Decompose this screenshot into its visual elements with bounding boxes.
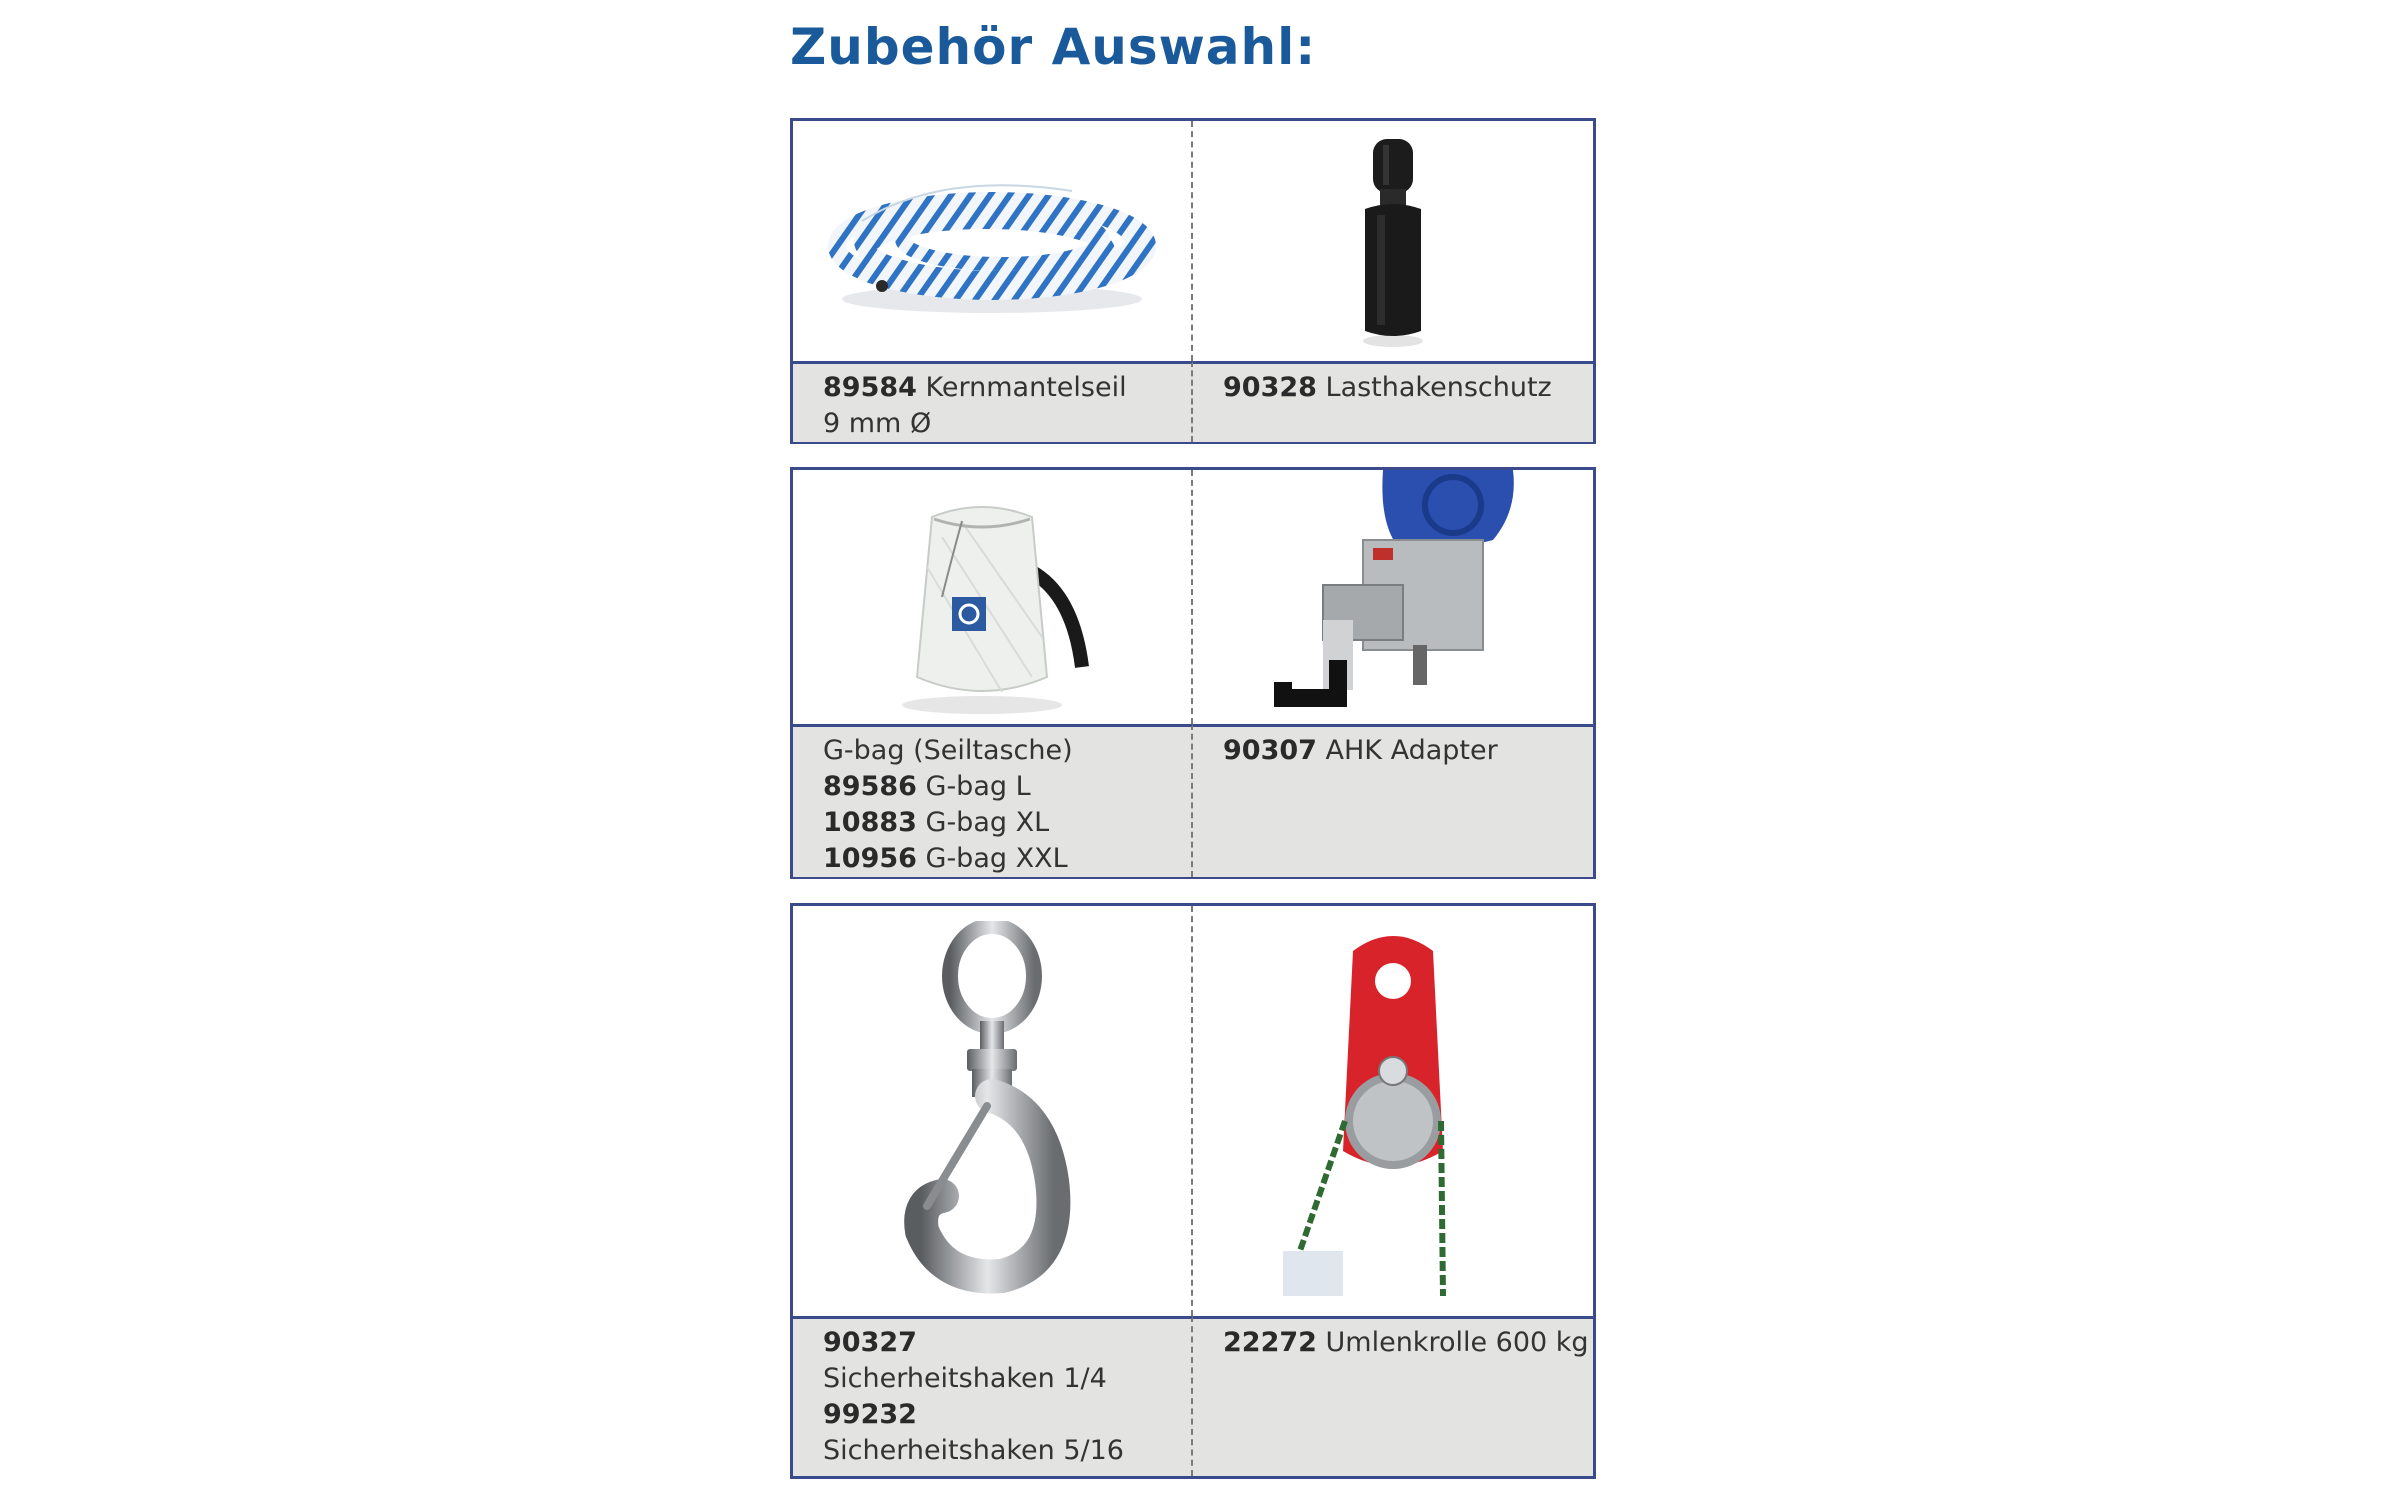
caption-line: 90307 AHK Adapter — [1223, 735, 1498, 766]
caption-line: 10956 G-bag XXL — [823, 843, 1068, 874]
caption-line: 90328 Lasthakenschutz — [1223, 372, 1552, 403]
caption-line: 99232 — [823, 1399, 917, 1430]
product-image-hook-protector — [1193, 121, 1593, 361]
rope-coil-icon — [822, 151, 1162, 331]
caption-line: Sicherheitshaken 1/4 — [823, 1363, 1107, 1394]
caption-line: 22272 Umlenkrolle 600 kg — [1223, 1327, 1589, 1358]
caption-line: 9 mm Ø — [823, 408, 932, 439]
product-caption-hook-protector — [1193, 361, 1593, 442]
caption-line: G-bag (Seiltasche) — [823, 735, 1073, 766]
product-caption-safety-hook — [793, 1316, 1193, 1476]
product-image-pulley — [1193, 906, 1593, 1316]
swivel-safety-hook-icon — [892, 921, 1092, 1301]
accessory-group-3 — [790, 903, 1596, 1479]
product-image-safety-hook — [793, 906, 1193, 1316]
rope-bag-icon — [882, 477, 1102, 717]
caption-line: 89586 G-bag L — [823, 771, 1031, 802]
product-caption-pulley — [1193, 1316, 1593, 1476]
pulley-block-icon — [1283, 921, 1503, 1301]
tow-hitch-adapter-icon — [1263, 470, 1523, 724]
caption-line: Sicherheitshaken 5/16 — [823, 1435, 1124, 1466]
page-title: Zubehör Auswahl: — [790, 18, 1317, 76]
hook-protector-icon — [1333, 131, 1453, 351]
caption-line: 10883 G-bag XL — [823, 807, 1050, 838]
accessory-group-1 — [790, 118, 1596, 444]
product-caption-bag — [793, 724, 1193, 877]
accessory-group-2 — [790, 467, 1596, 879]
product-image-ahk-adapter — [1193, 470, 1593, 724]
product-image-rope — [793, 121, 1193, 361]
product-image-bag — [793, 470, 1193, 724]
caption-line: 90327 — [823, 1327, 917, 1358]
product-caption-ahk-adapter — [1193, 724, 1593, 877]
caption-line: 89584 Kernmantelseil — [823, 372, 1127, 403]
product-caption-rope — [793, 361, 1193, 442]
